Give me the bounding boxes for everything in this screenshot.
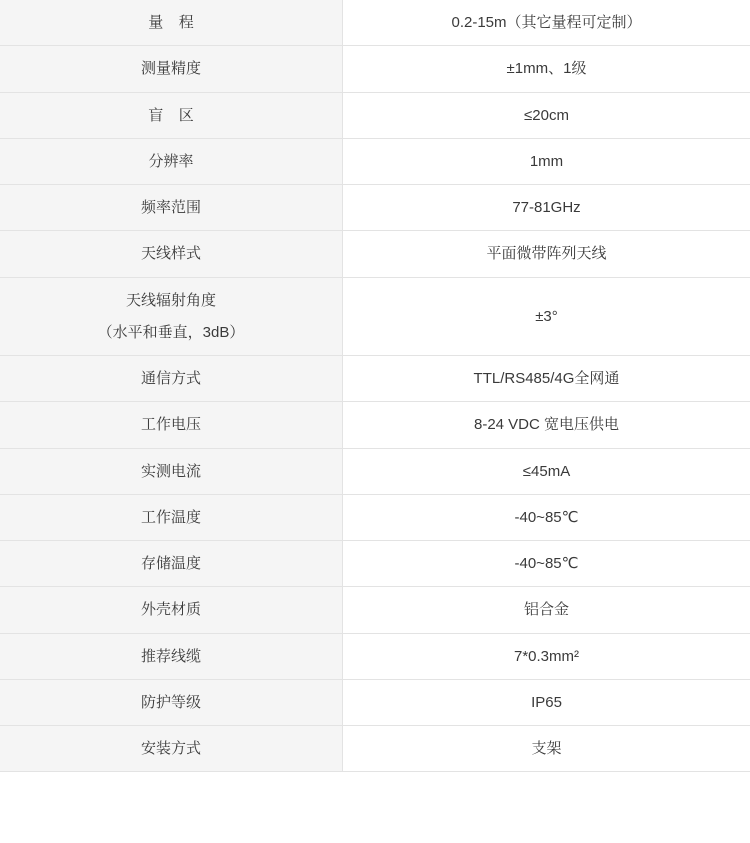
table-row	[0, 356, 750, 402]
table-row	[0, 277, 750, 356]
table-row	[0, 231, 750, 277]
spec-label-text: 推荐线缆	[140, 647, 201, 665]
table-row	[0, 46, 750, 92]
spec-value-cell: 0.2-15m（其它量程可定制）	[343, 0, 750, 46]
spec-value-cell: 平面微带阵列天线	[343, 231, 750, 277]
table-row	[0, 633, 750, 679]
spec-label-cell	[0, 231, 343, 277]
table-row	[0, 541, 750, 587]
spec-value-cell: -40~85℃	[343, 494, 750, 540]
spec-value-cell: 8-24 VDC 宽电压供电	[343, 402, 750, 448]
spec-value-cell: 支架	[343, 726, 750, 772]
spec-label-text: 频率范围	[140, 199, 201, 216]
spec-value-cell: ±3°	[343, 277, 750, 356]
spec-label-cell	[0, 726, 343, 772]
table-row	[0, 448, 750, 494]
spec-label-text: （水平和垂直，3dB）	[97, 323, 245, 341]
spec-label-cell	[0, 402, 343, 448]
spec-label-text: 盲 区	[148, 106, 200, 124]
spec-label-text: 工作电压	[140, 416, 201, 434]
spec-label-text: 通信方式	[140, 370, 201, 387]
table-row	[0, 138, 750, 184]
spec-label-text: 分辨率	[148, 152, 194, 170]
spec-label-text: 工作温度	[140, 508, 201, 526]
spec-label-cell	[0, 92, 343, 138]
spec-label-text: 天线样式	[140, 245, 201, 263]
spec-label-text: 量 程	[148, 14, 200, 31]
table-row	[0, 494, 750, 540]
table-row	[0, 402, 750, 448]
spec-label-cell	[0, 356, 343, 402]
spec-label-text: 存储温度	[140, 555, 201, 572]
spec-label-cell	[0, 633, 343, 679]
spec-label-cell	[0, 46, 343, 92]
spec-label-cell	[0, 138, 343, 184]
table-row	[0, 587, 750, 633]
table-row	[0, 185, 750, 231]
spec-value-cell: IP65	[343, 679, 750, 725]
spec-value-cell: ±1mm、1级	[343, 46, 750, 92]
table-row	[0, 92, 750, 138]
spec-value-cell: ≤20cm	[343, 92, 750, 138]
spec-label-cell	[0, 541, 343, 587]
spec-label-cell	[0, 448, 343, 494]
table-row	[0, 679, 750, 725]
spec-label-text: 测量精度	[140, 60, 201, 78]
spec-label-cell	[0, 277, 343, 356]
spec-label-text: 防护等级	[140, 693, 201, 711]
spec-label-cell	[0, 494, 343, 540]
spec-value-cell: 1mm	[343, 138, 750, 184]
spec-label-text: 安装方式	[140, 740, 201, 757]
spec-label-cell	[0, 679, 343, 725]
spec-value-cell: 77-81GHz	[343, 185, 750, 231]
spec-value-cell: 7*0.3mm²	[343, 633, 750, 679]
spec-label-text: 实测电流	[140, 462, 201, 480]
spec-value-cell: TTL/RS485/4G全网通	[343, 356, 750, 402]
spec-label-cell	[0, 0, 343, 46]
spec-label-cell	[0, 185, 343, 231]
table-row	[0, 726, 750, 772]
spec-value-cell: ≤45mA	[343, 448, 750, 494]
spec-value-cell: -40~85℃	[343, 541, 750, 587]
spec-value-cell: 铝合金	[343, 587, 750, 633]
spec-label-cell	[0, 587, 343, 633]
spec-label-text: 天线辐射角度	[125, 291, 216, 309]
table-row	[0, 0, 750, 46]
spec-label-text: 外壳材质	[140, 601, 201, 619]
